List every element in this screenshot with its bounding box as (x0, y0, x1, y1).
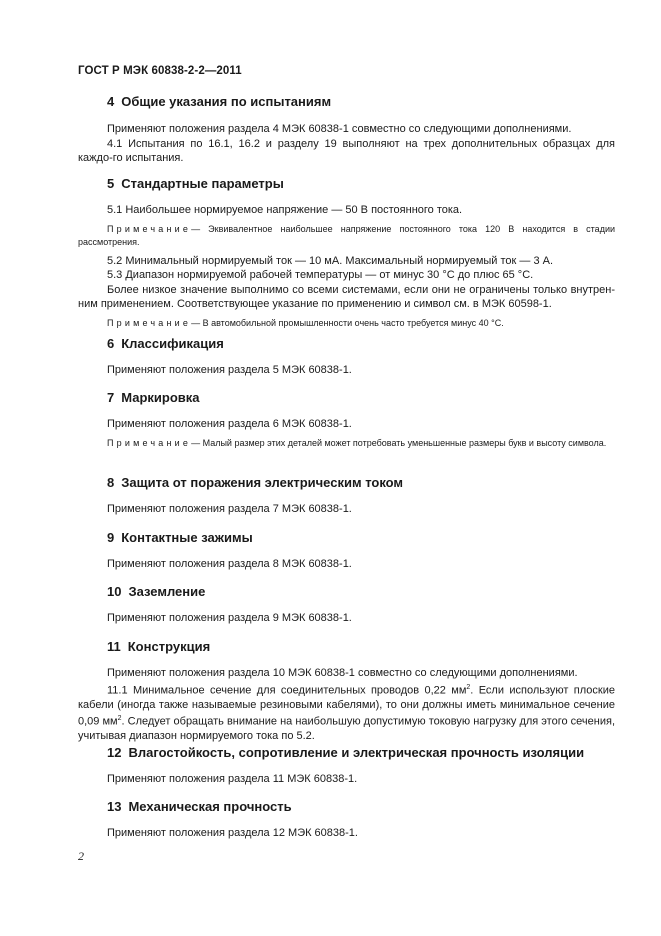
superscript: 2 (117, 715, 122, 723)
paragraph: 5.3 Диапазон нормируемой рабочей температуры — от минус 30 °С до плюс 65 °С. (107, 269, 534, 281)
section-title: Стандартные параметры (121, 176, 284, 191)
note (78, 317, 615, 330)
paragraph: Применяют положения раздела 10 МЭК 60838-1 совместно со следующими дополнениями. (107, 667, 578, 679)
note-text: — Малый размер этих деталей может потребовать уменьшенные размеры букв и высоту символа. (191, 437, 607, 448)
text-run: . Если используют плоские кабели (иногда также называемые резиновыми кабелями), то они должны иметь минимальное сечение 0,09 мм (78, 684, 615, 728)
section-6-body (78, 363, 615, 378)
page-number: 2 (78, 849, 84, 863)
section-title: Конструкция (127, 639, 211, 654)
section-number: 4 (107, 94, 115, 109)
paragraph: Применяют положения раздела 4 МЭК 60838-1 совместно со следующими дополнениями. (107, 123, 572, 135)
text-run: . Следует обращать внимание на наибольшую допустимую токовую нагрузку для этого сечения, учитывая диапазон нормируемого тока по 5.2. (78, 715, 615, 743)
section-11-body (78, 666, 615, 744)
section-10-heading (78, 584, 615, 599)
paragraph: 4.1 Испытания по 16.1, 16.2 и разделу 19 выполняют на трех дополнительных образцах для каждо-го испытания. (78, 137, 615, 164)
section-5-heading (78, 176, 615, 191)
section-8-body (78, 502, 615, 517)
note (78, 437, 615, 450)
note-label: Примечание (107, 223, 192, 234)
paragraph: Применяют положения раздела 11 МЭК 60838-1. (107, 773, 358, 785)
note-text: — В автомобильной промышленности очень часто требуется минус 40 °С. (191, 317, 504, 328)
section-10-body (78, 611, 615, 626)
section-6-heading (78, 336, 615, 351)
section-number: 9 (107, 530, 115, 545)
section-7-body (78, 417, 615, 450)
section-13-body (78, 826, 615, 841)
section-4-body (78, 122, 615, 166)
text-run: 11.1 Минимальное сечение для соединительных проводов 0,22 мм (107, 684, 467, 697)
section-11-heading (78, 639, 615, 654)
paragraph: Применяют положения раздела 8 МЭК 60838-1. (107, 558, 352, 570)
section-13-heading (78, 799, 615, 814)
section-number: 6 (107, 336, 115, 351)
section-number: 10 (107, 584, 122, 599)
paragraph: 5.2 Минимальный нормируемый ток — 10 мА. Максимальный нормируемый ток — 3 А. (107, 254, 554, 267)
section-number: 13 (107, 799, 122, 814)
section-title: Механическая прочность (128, 799, 292, 814)
section-title: Классификация (121, 336, 224, 351)
section-12-heading (78, 745, 615, 760)
note-text: — Эквивалентное наибольшее напряжение постоянного тока 120 В находится в стадии рассмотрения. (78, 223, 615, 247)
section-title: Контактные зажимы (121, 530, 253, 545)
paragraph: Более низкое значение выполнимо со всеми системами, если они не ограничены только внутрен-ним применением. Соответствующее указание по применению и символ см. в МЭК 60598-1. (78, 283, 615, 310)
document-header: ГОСТ Р МЭК 60838-2-2—2011 (78, 65, 242, 77)
section-number: 5 (107, 176, 115, 191)
section-number: 11 (107, 639, 121, 654)
section-7-heading (78, 390, 615, 405)
section-title: Заземление (128, 584, 206, 599)
note (78, 223, 615, 249)
section-number: 7 (107, 390, 115, 405)
note-label: Примечание (107, 317, 192, 328)
section-12-body (78, 772, 615, 787)
section-4-heading (78, 94, 615, 109)
section-title: Влагостойкость, сопротивление и электрическая прочность изоляции (128, 745, 585, 760)
paragraph: 5.1 Наибольшее нормируемое напряжение — 50 В постоянного тока. (107, 204, 463, 216)
paragraph: Применяют положения раздела 6 МЭК 60838-1. (107, 418, 352, 430)
paragraph: Применяют положения раздела 12 МЭК 60838-1. (107, 827, 358, 839)
paragraph-11-1 (78, 681, 615, 744)
section-title: Маркировка (121, 390, 200, 405)
section-9-body (78, 557, 615, 572)
section-number: 12 (107, 745, 122, 760)
section-9-heading (78, 530, 615, 545)
paragraph: Применяют положения раздела 5 МЭК 60838-1. (107, 364, 352, 376)
section-5-body (78, 203, 615, 330)
paragraph: Применяют положения раздела 7 МЭК 60838-1. (107, 503, 352, 515)
superscript: 2 (466, 683, 471, 691)
note-label: Примечание (107, 437, 192, 448)
section-title: Защита от поражения электрическим током (121, 475, 404, 490)
paragraph: Применяют положения раздела 9 МЭК 60838-1. (107, 612, 352, 624)
section-title: Общие указания по испытаниям (121, 94, 332, 109)
section-8-heading (78, 475, 615, 490)
section-number: 8 (107, 475, 115, 490)
